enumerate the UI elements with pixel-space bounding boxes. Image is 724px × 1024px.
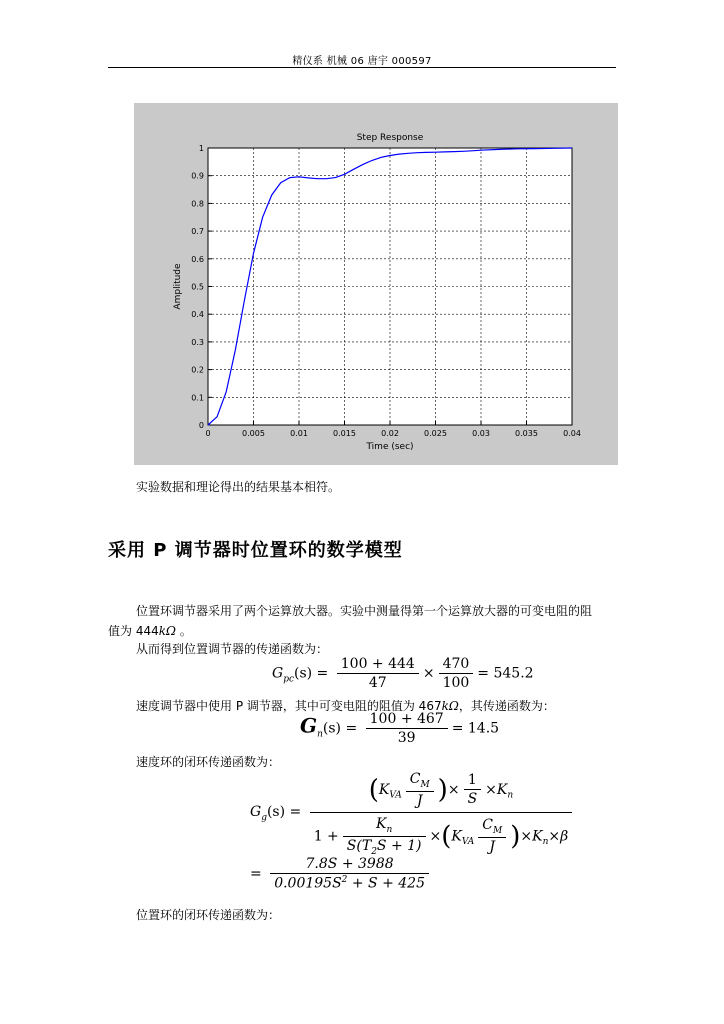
p3-text: 速度调节器中使用 P 调节器，其中可变电阻的阻值为 467	[136, 699, 442, 713]
paren-left-2: (	[441, 821, 452, 852]
y-tick-label: 0.6	[191, 254, 204, 264]
gg-res-den-sup: 2	[341, 875, 348, 885]
gn-fraction	[366, 711, 448, 746]
x-tick-label: 0.03	[472, 429, 490, 438]
resistance-unit: kΩ	[158, 624, 176, 638]
gg-j: J	[416, 792, 423, 809]
gg-kn-2-sub: n	[386, 824, 393, 835]
y-tick-label: 0.3	[191, 337, 204, 347]
gg-cm-symbol: C	[409, 771, 421, 787]
gg-lhs	[250, 804, 301, 823]
gg-main-fraction	[310, 771, 572, 856]
gg-res-den-post: + S + 425	[347, 875, 425, 892]
y-tick-label: 0.2	[191, 365, 204, 375]
gg-cm-2-sub: M	[492, 825, 503, 836]
y-tick-label: 0.9	[191, 171, 204, 181]
equation-gg	[250, 771, 576, 856]
equation-gpc	[272, 656, 534, 691]
gg-s-t2-tail: S + 1)	[376, 837, 422, 854]
gg-kn-3-sub: n	[542, 836, 549, 847]
y-tick-label: 0	[198, 421, 204, 430]
gg-kn-3: K	[532, 828, 543, 845]
x-tick-label: 0.04	[563, 429, 581, 438]
gg-kn-sub: n	[507, 790, 514, 801]
gn-argument: (s) =	[322, 720, 358, 737]
gg-denominator	[310, 813, 572, 857]
gpc-fraction-2	[439, 656, 474, 691]
gg-one-plus: 1 +	[313, 828, 339, 845]
gpc-subscript: pc	[283, 674, 294, 685]
gpc-argument: (s) =	[294, 665, 329, 682]
gg-kn-2: K	[376, 815, 387, 832]
x-tick-label: 0.035	[515, 429, 538, 438]
gg-cm-over-j	[406, 771, 434, 809]
x-tick-label: 0.01	[290, 429, 308, 438]
paragraph-5: 位置环的闭环传递函数为：	[136, 908, 281, 922]
gg-kva: K	[378, 781, 390, 798]
page-header: 精仪系 机械 06 唐宇 000597	[292, 56, 432, 67]
paragraph-4: 速度环的闭环传递函数为：	[136, 755, 281, 769]
gpc-times: ×	[422, 665, 435, 682]
gg-kva-2-sub: VA	[461, 836, 475, 847]
gn-subscript: n	[317, 729, 323, 740]
paren-right-1: )	[437, 774, 448, 805]
gg-kva-2: K	[451, 828, 462, 845]
gg-times-3: ×	[429, 828, 442, 845]
gpc-num1: 100 + 444	[337, 656, 419, 674]
x-tick-label: 0.015	[333, 429, 356, 438]
equation-gn	[300, 711, 499, 746]
gpc-num2: 470	[439, 656, 474, 674]
y-tick-label: 0.8	[191, 199, 204, 209]
gg-cm-2	[478, 817, 506, 838]
paragraph-1-line-2	[108, 622, 192, 639]
gpc-result: = 545.2	[477, 665, 534, 682]
paren-left-1: (	[368, 774, 379, 805]
y-tick-label: 0.5	[191, 282, 204, 292]
step-response-chart	[134, 103, 618, 465]
gg-numerator	[310, 771, 572, 813]
y-tick-label: 0.4	[191, 310, 204, 320]
gg-kn-over-s	[343, 816, 426, 857]
gg-times-5: ×	[548, 828, 561, 845]
gg-result-num: 7.8S + 3988	[270, 856, 429, 874]
gg-s-t2	[343, 837, 426, 857]
x-tick-label: 0.005	[242, 429, 265, 438]
gn-den: 39	[397, 730, 416, 746]
gpc-fraction-1	[337, 656, 419, 691]
x-tick-label: 0.025	[424, 429, 447, 438]
gg-cm-2-symbol: C	[482, 817, 493, 834]
section-title: 采用 P 调节器时位置环的数学模型	[108, 540, 403, 561]
conclusion-text: 实验数据和理论得出的结果基本相符。	[136, 480, 341, 494]
gg-times-4: ×	[520, 828, 533, 845]
x-tick-label: 0	[205, 429, 211, 438]
gpc-den2: 100	[442, 675, 470, 691]
gg-times-2: ×	[485, 781, 497, 798]
gg-one: 1	[464, 772, 482, 790]
gg-symbol: G	[250, 804, 262, 821]
y-tick-label: 1	[198, 144, 204, 153]
gpc-symbol: G	[272, 665, 284, 682]
gpc-den1: 47	[368, 675, 387, 691]
gg-beta: β	[560, 828, 569, 845]
y-axis-label: Amplitude	[173, 263, 183, 310]
gg-kva-sub: VA	[389, 790, 402, 801]
header-rule	[108, 67, 616, 68]
y-tick-label: 0.1	[191, 393, 204, 403]
gn-result: = 14.5	[451, 720, 500, 737]
period: 。	[179, 624, 192, 638]
gg-kn: K	[496, 781, 508, 798]
gg-kn-num	[343, 816, 426, 837]
gg-result-fraction	[270, 856, 429, 892]
gg-cm-sub: M	[420, 779, 430, 790]
paragraph-2: 从而得到位置调节器的传递函数为：	[136, 642, 329, 656]
x-axis-label: Time (sec)	[366, 442, 414, 452]
gg-subscript: g	[261, 813, 267, 824]
paren-right-2: )	[510, 821, 521, 852]
gg-cm-over-j-2	[478, 817, 506, 855]
gg-j-2: J	[489, 838, 496, 855]
paragraph-1-line-1: 位置环调节器采用了两个运算放大器。实验中测量得第一个运算放大器的可变电阻的阻	[136, 604, 593, 618]
gg-t2-sub: 2	[371, 846, 377, 857]
gn-num: 100 + 467	[366, 711, 448, 729]
gn-symbol: G	[300, 713, 318, 738]
gg-argument: (s) =	[266, 804, 302, 821]
gg-res-den-pre: 0.00195S	[274, 875, 342, 892]
gg-cm	[406, 771, 434, 792]
gg-s: S	[467, 791, 478, 808]
chart-title: Step Response	[356, 133, 424, 143]
gg-times-1: ×	[447, 781, 460, 798]
gg-s-t2-pre: S(T	[346, 837, 372, 854]
gg-result-den	[270, 874, 429, 892]
p3-tail: ，其传递函数为：	[458, 699, 555, 713]
equation-gg-result	[250, 856, 433, 892]
y-tick-label: 0.7	[191, 227, 204, 237]
resistance-text: 值为 444	[108, 624, 159, 638]
x-tick-label: 0.02	[381, 429, 399, 438]
gg-result-equals: =	[250, 865, 262, 882]
gg-one-over-s	[464, 772, 482, 807]
p3-unit: kΩ	[441, 699, 459, 713]
